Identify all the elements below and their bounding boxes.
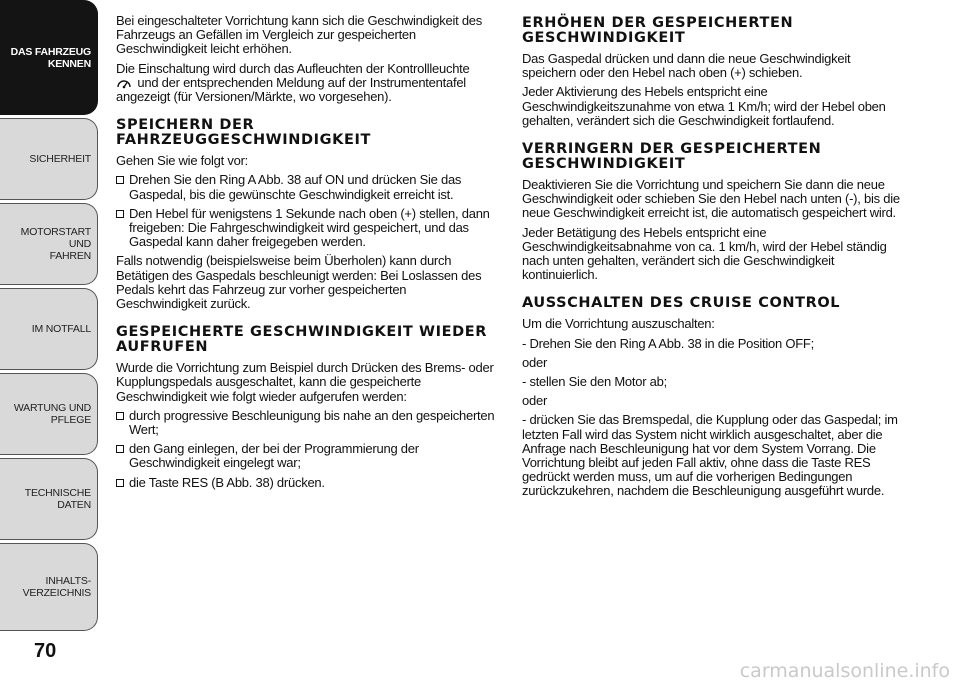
tab-technische-daten[interactable]: [0, 458, 98, 540]
paragraph: Jeder Betätigung des Hebels entspricht eine Geschwindigkeitsabnahme von ca. 1 km/h, wird der Hebel ständig nach unten gehalten, verändert sich die Geschwindigkeit kontinuierlich.: [522, 224, 887, 283]
heading-ausschalten: AUSSCHALTEN DES CRUISE CONTROL: [522, 295, 841, 312]
heading-verringern: VERRINGERN DER GESPEICHERTEN GESCHWINDIGKEIT: [522, 141, 822, 173]
cruise-control-warning-icon: [116, 78, 132, 89]
paragraph: - drücken Sie das Bremspedal, die Kupplung oder das Gaspedal; im letzten Fall wird das System nicht wirklich ausgeschaltet, aber die Anfrage nach Beschleunigung hat vor dem System Vorrang. Die Vorrichtung bleibt auf jeden Fall aktiv, ohne dass die Taste RES gedrückt werden muss, um auf die vorherigen Bedingungen zurückzukehren, nachdem die Beschleunigung ausgeführt wurde.: [522, 412, 898, 499]
list-item: die Taste RES (B Abb. 38) drücken.: [116, 476, 496, 490]
list-item: den Gang einlegen, der bei der Programmierung der Geschwindigkeit eingelegt war;: [116, 442, 496, 470]
paragraph: - stellen Sie den Motor ab;: [522, 374, 667, 390]
paragraph: Falls notwendig (beispielsweise beim Überholen) kann durch Betätigen des Gaspedals beschleunigt werden: Bei Loslassen des Pedals kehrt das Fahrzeug zur vorher gespeicherten Geschwindigkeit zurück.: [116, 253, 482, 312]
list-item: Den Hebel für wenigstens 1 Sekunde nach oben (+) stellen, dann freigeben: Die Fahrgeschwindigkeit wird gespeichert, und das Gaspedal kann daher freigegeben werden.: [116, 207, 496, 250]
section-sidebar: [0, 0, 100, 686]
paragraph: Jeder Aktivierung des Hebels entspricht eine Geschwindigkeitszunahme von etwa 1 Km/h; wird der Hebel oben gehalten, verändert sich die Geschwindigkeit fortlaufend.: [522, 84, 886, 128]
paragraph: Um die Vorrichtung auszuschalten:: [522, 316, 715, 332]
tab-motorstart-und-fahren[interactable]: [0, 203, 98, 285]
paragraph: oder: [522, 393, 548, 409]
tab-label: KENNEN: [47, 57, 91, 70]
tab-label: IM NOTFALL: [31, 323, 91, 335]
paragraph: Deaktivieren Sie die Vorrichtung und speichern Sie dann die neue Geschwindigkeit oder schieben Sie den Hebel nach unten (-), bis die neue Geschwindigkeit erreicht ist, die automatisch gespeichert wird.: [522, 177, 900, 221]
tab-wartung-und-pflege[interactable]: [0, 373, 98, 455]
tab-label: PFLEGE: [50, 414, 91, 426]
heading-erhoehen: ERHÖHEN DER GESPEICHERTEN GESCHWINDIGKEIT: [522, 15, 794, 46]
tab-label: FAHREN: [49, 250, 91, 262]
paragraph: - Drehen Sie den Ring A Abb. 38 in die Position OFF;: [522, 335, 814, 351]
tab-sicherheit[interactable]: [0, 118, 98, 200]
tab-das-fahrzeug-kennen[interactable]: [0, 0, 98, 115]
heading-speichern: SPEICHERN DER FAHRZEUGGESCHWINDIGKEIT: [116, 117, 371, 149]
page-number: 70: [34, 640, 57, 662]
list-item: Drehen Sie den Ring A Abb. 38 auf ON und drücken Sie das Gaspedal, bis die gewünschte Geschwindigkeit erreicht ist.: [116, 173, 496, 201]
heading-wieder-aufrufen: GESPEICHERTE GESCHWINDIGKEIT WIEDER AUFRUFEN: [116, 324, 487, 356]
tab-label: VERZEICHNIS: [22, 587, 91, 599]
paragraph: Bei eingeschalteter Vorrichtung kann sich die Geschwindigkeit des Fahrzeugs an Gefällen im Vergleich zur gespeicherten Geschwindigkeit leicht erhöhen.: [116, 13, 483, 57]
tab-label: SICHERHEIT: [29, 153, 91, 165]
tab-im-notfall[interactable]: [0, 288, 98, 370]
paragraph-text: Die Einschaltung wird durch das Aufleuchten der Kontrollleuchte: [116, 60, 470, 76]
paragraph: Wurde die Vorrichtung zum Beispiel durch Drücken des Brems- oder Kupplungspedals ausgeschaltet, kann die gespeicherte Geschwindigkeit wie folgt wieder aufgerufen werden:: [116, 360, 494, 404]
tab-label: MOTORSTART UND: [20, 226, 91, 250]
tab-label: DAS FAHRZEUG: [10, 45, 91, 58]
tab-label: INHALTS-: [45, 575, 91, 587]
tab-label: WARTUNG UND: [13, 402, 91, 414]
paragraph: oder: [522, 354, 548, 370]
tab-inhaltsverzeichnis[interactable]: [0, 543, 98, 631]
paragraph: [116, 62, 496, 105]
list-item: durch progressive Beschleunigung bis nahe an den gespeicherten Wert;: [116, 409, 496, 437]
paragraph: Das Gaspedal drücken und dann die neue Geschwindigkeit speichern oder den Hebel nach oben (+) schieben.: [522, 51, 851, 81]
watermark: carmanualsonline.info: [739, 660, 950, 682]
left-column: [116, 14, 496, 495]
tab-label: TECHNISCHE DATEN: [24, 487, 91, 511]
paragraph: Gehen Sie wie folgt vor:: [116, 153, 249, 169]
right-column: [522, 14, 902, 504]
paragraph-text: und der entsprechenden Meldung auf der Instrumententafel angezeigt (für Versionen/Märkte, wo vorgesehen).: [116, 74, 466, 105]
